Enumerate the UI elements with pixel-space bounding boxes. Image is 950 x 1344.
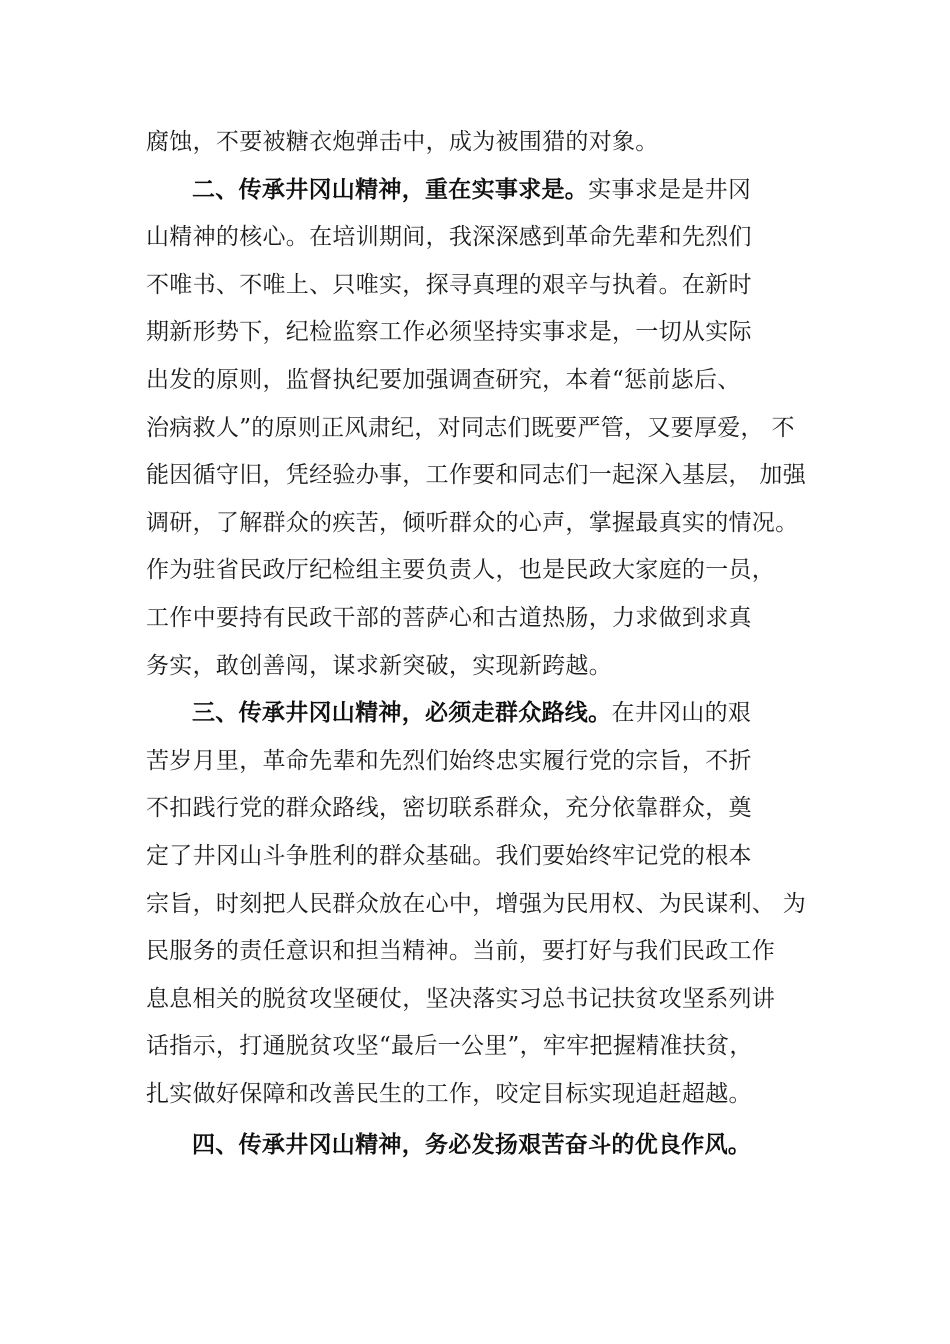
paragraph-2-line: 务实，敢创善闯，谋求新突破，实现新跨越。: [146, 652, 612, 679]
paragraph-3-first-line-text: 在井冈山的艰: [611, 700, 752, 727]
paragraph-2-line: 期新形势下，纪检监察工作必须坚持实事求是，一切从实际: [146, 319, 752, 346]
paragraph-2-line: 不唯书、不唯上、只唯实，探寻真理的艰辛与执着。在新时: [146, 271, 752, 298]
paragraph-2-line: 工作中要持有民政干部的菩萨心和古道热肠，力求做到求真: [146, 604, 752, 631]
paragraph-2-line: 山精神的核心。在培训期间，我深深感到革命先辈和先烈们: [146, 224, 752, 251]
section-heading-3: 三、传承井冈山精神，必须走群众路线。: [192, 700, 612, 727]
document-body: [146, 119, 846, 1170]
section-heading-2: 二、传承井冈山精神，重在实事求是。: [192, 176, 589, 203]
paragraph-3-first-line: [146, 690, 846, 738]
paragraph-3-line: 定了井冈山斗争胜利的群众基础。我们要始终牢记党的根本: [146, 842, 752, 869]
paragraph-2-line: 作为驻省民政厅纪检组主要负责人，也是民政大家庭的一员，: [146, 557, 776, 584]
paragraph-3-line: 苦岁月里，革命先辈和先烈们始终忠实履行党的宗旨，不折: [146, 747, 752, 774]
paragraph-2-line: 能因循守旧，凭经验办事，工作要和同志们一起深入基层， 加强: [146, 462, 807, 489]
paragraph-3-line: 民服务的责任意识和担当精神。当前，要打好与我们民政工作: [146, 938, 776, 965]
paragraph-4-first-line: [146, 1122, 846, 1170]
paragraph-2-line: 治病救人”的原则正风肃纪，对同志们既要严管，又要厚爱， 不: [146, 414, 795, 441]
paragraph-3-line: 扎实做好保障和改善民生的工作，咬定目标实现追赶超越。: [146, 1080, 752, 1107]
paragraph-2-line: 调研，了解群众的疾苦，倾听群众的心声，掌握最真实的情况。: [146, 509, 799, 536]
paragraph-3-line: 话指示，打通脱贫攻坚“最后一公里”，牢牢把握精准扶贫，: [146, 1033, 753, 1060]
paragraph-3-line: 息息相关的脱贫攻坚硬仗，坚决落实习总书记扶贫攻坚系列讲: [146, 985, 776, 1012]
paragraph-1-line-1: 腐蚀，不要被糖衣炮弹击中，成为被围猎的对象。: [146, 129, 659, 155]
paragraph-3-line: 宗旨，时刻把人民群众放在心中，增强为民用权、为民谋利、 为: [146, 890, 807, 917]
paragraph-2-first-line-text: 实事求是是井冈: [588, 176, 752, 203]
paragraph-3-line: 不扣践行党的群众路线，密切联系群众，充分依靠群众，奠: [146, 795, 752, 822]
section-heading-4: 四、传承井冈山精神，务必发扬艰苦奋斗的优良作风。: [192, 1132, 752, 1159]
paragraph-2-first-line: [146, 167, 846, 215]
paragraph-2-line: 出发的原则，监督执纪要加强调查研究，本着“惩前毖后、: [146, 366, 741, 393]
